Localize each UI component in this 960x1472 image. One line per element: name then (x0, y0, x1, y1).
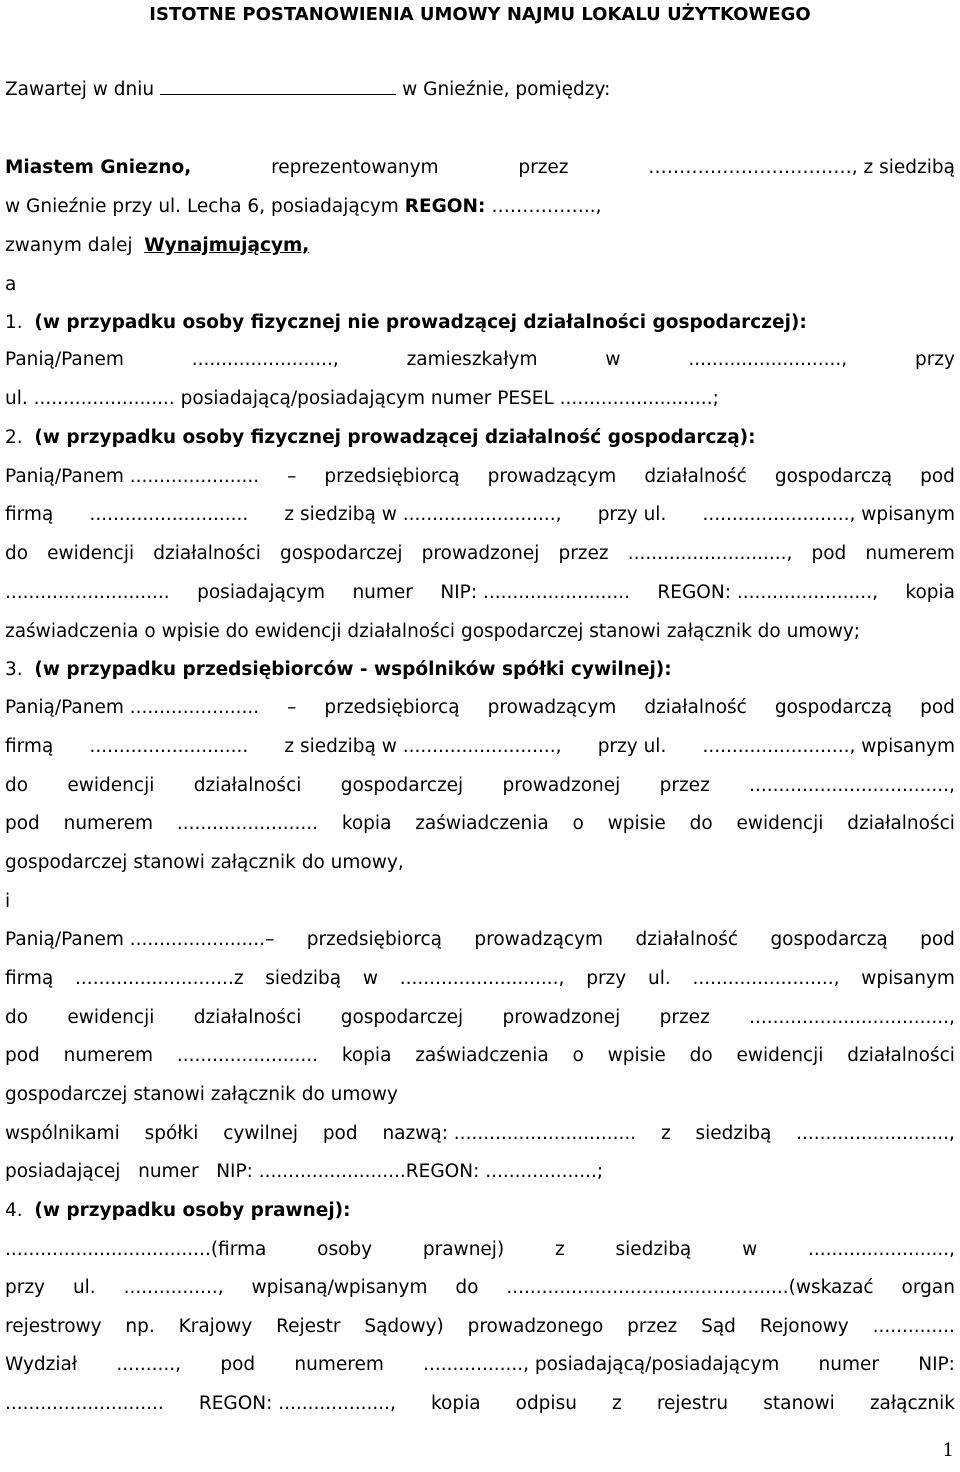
w: .................................., (749, 775, 955, 796)
w: z (612, 1393, 622, 1414)
s3-b-line-2 (5, 964, 955, 994)
w: ........................... (89, 504, 249, 525)
date-blank-line (160, 76, 396, 95)
s3-b-line-4 (5, 1041, 955, 1071)
s4-line-3 (5, 1312, 955, 1342)
w: przez (659, 1007, 710, 1028)
section-number: 1. (5, 312, 23, 333)
regon-label: REGON: (404, 196, 486, 217)
w: do (689, 813, 713, 834)
w: przedsiębiorcą (324, 697, 460, 718)
w: reprezentowanym (271, 157, 439, 178)
w: pod (920, 466, 955, 487)
w: do (5, 1007, 29, 1028)
w: ewidencji (67, 1007, 155, 1028)
w: prowadzonej (502, 775, 621, 796)
w: osoby (317, 1239, 373, 1260)
w: organ (901, 1277, 955, 1298)
w: w (605, 349, 621, 370)
city-line-3 (5, 231, 955, 261)
w: ul. (72, 1277, 96, 1298)
section-number: 4. (5, 1200, 23, 1221)
section-1-heading (5, 308, 955, 338)
w: prowadzącym (474, 929, 604, 950)
w: siedzibą (615, 1239, 692, 1260)
landlord-term: Wynajmującym, (144, 235, 310, 256)
w: ........................, (807, 1239, 955, 1260)
w: numerem (63, 813, 154, 834)
section-2-heading (5, 423, 955, 453)
w: przez (518, 157, 569, 178)
s1-line-1 (5, 345, 955, 375)
s2-line-2 (5, 500, 955, 530)
w: posiadającej (5, 1161, 121, 1182)
w: NIP: ......................... (440, 582, 630, 603)
w: przy (5, 1277, 46, 1298)
w: zamieszkałym (406, 349, 538, 370)
s4-line-4 (5, 1350, 955, 1380)
w: działalności (193, 775, 302, 796)
s3-b-line-5: gospodarczej stanowi załącznik do umowy (5, 1084, 398, 1105)
w: numer (818, 1354, 879, 1375)
w: gospodarczą (770, 929, 888, 950)
s3-a-line-2 (5, 732, 955, 762)
w: ul. (647, 968, 671, 989)
w: numerem (865, 543, 955, 564)
w: kopia (341, 813, 392, 834)
w: prowadzonej (421, 543, 540, 564)
w: spółki (144, 1123, 199, 1144)
w: ewidencji (47, 543, 135, 564)
w: przy (914, 349, 955, 370)
section-heading-text: (w przypadku osoby fizycznej prowadzącej działalność gospodarczą): (34, 427, 756, 448)
w: działalności (153, 543, 261, 564)
w: Sądowy) (364, 1316, 444, 1337)
s2-line-4 (5, 578, 955, 608)
w: z siedzibą w .........................., (284, 504, 562, 525)
w: pod (5, 1045, 40, 1066)
w: działalność (644, 466, 747, 487)
regon-value: …………….., (491, 196, 602, 217)
w: z (660, 1123, 671, 1144)
w: ewidencji (67, 775, 155, 796)
w: przez (627, 1316, 678, 1337)
w: przy ul. (597, 736, 667, 757)
w: firmą (5, 504, 54, 525)
s3-c-line-2 (5, 1157, 955, 1187)
w: .................................., (749, 1007, 955, 1028)
w: numerem (294, 1354, 384, 1375)
w: działalności (193, 1007, 302, 1028)
section-heading-text: (w przypadku przedsiębiorców - wspólników spółki cywilnej): (34, 659, 672, 680)
w: ........................... (89, 736, 249, 757)
and-line: a (5, 274, 17, 295)
w: gospodarczą (774, 697, 893, 718)
intro-after: w Gnieźnie, pomiędzy: (402, 79, 611, 100)
w: zaświadczenia (415, 813, 549, 834)
s3-a-line-5: gospodarczej stanowi załącznik do umowy, (5, 852, 404, 873)
w: przez (558, 543, 609, 564)
s3-a-line-4 (5, 809, 955, 839)
s3-b-line-3 (5, 1003, 955, 1033)
w: do (5, 775, 29, 796)
w: o (572, 813, 584, 834)
w: prawnej) (422, 1239, 505, 1260)
w: .........................., (796, 1123, 955, 1144)
document-title: ISTOTNE POSTANOWIENIA UMOWY NAJMU LOKALU UŻYTKOWEGO (149, 4, 811, 25)
w: ewidencji (736, 1045, 824, 1066)
w: .........................., (688, 349, 848, 370)
w: np. (125, 1316, 155, 1337)
w: wpisanym (861, 968, 955, 989)
w: ewidencji (736, 813, 824, 834)
w: do (5, 543, 29, 564)
section-heading-text: (w przypadku osoby prawnej): (34, 1200, 351, 1221)
w: Panią/Panem .......................– (5, 929, 275, 950)
w: Sąd (701, 1316, 736, 1337)
w: prowadzonej (502, 1007, 621, 1028)
w: przy ul. (597, 504, 667, 525)
w: pod (920, 929, 955, 950)
w: .........., (116, 1354, 182, 1375)
s4-line-1 (5, 1235, 955, 1265)
w: do (689, 1045, 713, 1066)
w: firmą (5, 736, 54, 757)
w: prowadzącym (487, 697, 617, 718)
w: kopia (905, 582, 955, 603)
city-address: w Gnieźnie przy ul. Lecha 6, posiadającym (5, 196, 399, 217)
w: stanowi (763, 1393, 835, 1414)
s1-line-2: ul. ........................ posiadającą/posiadającym numer PESEL ..........................; (5, 388, 719, 409)
w: w (362, 968, 379, 989)
city-line-1 (5, 153, 955, 183)
page-number: 1 (942, 1440, 954, 1461)
w: przy (586, 968, 627, 989)
w: ……………………………, z siedzibą (648, 157, 955, 178)
w: wspólnikami (5, 1123, 120, 1144)
w: nazwą: ............................... (382, 1123, 637, 1144)
w: ...................................(firma (5, 1239, 267, 1260)
w: ........................., wpisanym (702, 504, 955, 525)
w: – (287, 466, 297, 487)
w: Rejestr (276, 1316, 341, 1337)
w: ........................ (176, 813, 319, 834)
w: ............................ (5, 582, 170, 603)
w: w (742, 1239, 758, 1260)
section-4-heading (5, 1196, 955, 1226)
w: .............. (872, 1316, 955, 1337)
w: gospodarczej (280, 543, 403, 564)
w: pod (5, 813, 40, 834)
w: działalność (635, 929, 739, 950)
w: NIP: .........................REGON: ...................; (216, 1161, 604, 1182)
s4-line-5 (5, 1389, 955, 1419)
w: działalności (847, 1045, 955, 1066)
w: przedsiębiorcą (324, 466, 460, 487)
w: gospodarczą (774, 466, 893, 487)
w: kopia (430, 1393, 481, 1414)
w: firmą (5, 968, 54, 989)
s3-c-line-1 (5, 1119, 955, 1149)
w: rejestrowy (5, 1316, 102, 1337)
w: Panią/Panem ...................... (5, 466, 260, 487)
s3-a-line-3 (5, 771, 955, 801)
w: REGON: ......................., (657, 582, 878, 603)
w: ........................, (692, 968, 840, 989)
w: pod (920, 697, 955, 718)
w: Rejonowy (759, 1316, 849, 1337)
w: ........................., wpisanym (702, 736, 955, 757)
w: gospodarczej (340, 775, 464, 796)
w: pod (220, 1354, 256, 1375)
section-heading-text: (w przypadku osoby fizycznej nie prowadzącej działalności gospodarczej): (34, 312, 807, 333)
w: ...........................z (75, 968, 244, 989)
w: Wydział (5, 1354, 78, 1375)
w: prowadzącym (487, 466, 617, 487)
w: posiadającym (197, 582, 325, 603)
w: pod (811, 543, 847, 564)
called-label: zwanym dalej (5, 235, 133, 256)
w: prowadzonego (467, 1316, 604, 1337)
w: Krajowy (178, 1316, 253, 1337)
w: wpisie (607, 813, 666, 834)
s3-and: i (5, 891, 11, 912)
w: Panią/Panem (5, 349, 124, 370)
w: o (572, 1045, 584, 1066)
section-3-heading (5, 655, 955, 685)
w: do (455, 1277, 479, 1298)
w: numer (352, 582, 413, 603)
w: gospodarczej (340, 1007, 464, 1028)
w: ................................................(wskazać (506, 1277, 874, 1298)
w: działalność (644, 697, 747, 718)
w: załącznik (869, 1393, 955, 1414)
w: z siedzibą w .........................., (284, 736, 562, 757)
w: wpisaną/wpisanym (251, 1277, 428, 1298)
section-number: 3. (5, 659, 23, 680)
s2-line-5: zaświadczenia o wpisie do ewidencji działalności gospodarczej stanowi załącznik do umowy; (5, 621, 861, 642)
w: siedzibą (695, 1123, 772, 1144)
w: przez (659, 775, 710, 796)
w: wpisie (607, 1045, 666, 1066)
w: ........................ (176, 1045, 319, 1066)
s4-line-2 (5, 1273, 955, 1303)
w: kopia (341, 1045, 392, 1066)
w: odpisu (515, 1393, 577, 1414)
s2-line-1 (5, 462, 955, 492)
w: rejestru (656, 1393, 729, 1414)
s2-line-3 (5, 539, 955, 569)
s3-b-line-1 (5, 925, 955, 955)
w: pod (322, 1123, 358, 1144)
intro-line (5, 75, 955, 105)
w: ................., posiadającą/posiadającym (423, 1354, 780, 1375)
section-number: 2. (5, 427, 23, 448)
w: przedsiębiorcą (306, 929, 442, 950)
w: numer (138, 1161, 199, 1182)
intro-before: Zawartej w dniu (5, 79, 155, 100)
w: – (287, 697, 297, 718)
w: NIP: (918, 1354, 955, 1375)
city-name: Miastem Gniezno, (5, 157, 192, 178)
w: Panią/Panem ...................... (5, 697, 260, 718)
w: ................, (123, 1277, 224, 1298)
w: siedzibą (265, 968, 342, 989)
s3-a-line-1 (5, 693, 955, 723)
w: zaświadczenia (415, 1045, 549, 1066)
w: działalności (847, 813, 955, 834)
w: ..........................., (399, 968, 565, 989)
w: ........................, (191, 349, 339, 370)
w: ..........................., (627, 543, 793, 564)
w: z (554, 1239, 565, 1260)
w: REGON: ..................., (198, 1393, 396, 1414)
city-line-2 (5, 192, 955, 222)
w: numerem (63, 1045, 154, 1066)
w: cywilnej (223, 1123, 298, 1144)
w: ........................... (5, 1393, 164, 1414)
